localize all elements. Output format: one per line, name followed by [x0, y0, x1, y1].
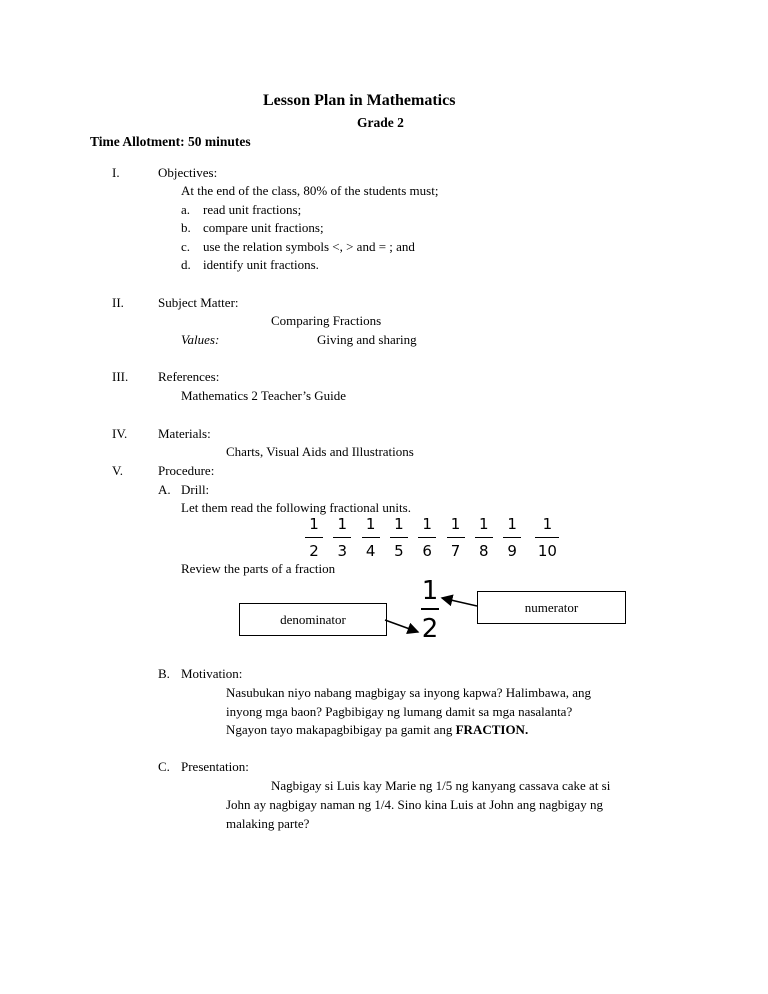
fraction-denominator: 2: [309, 542, 319, 560]
objective-letter: a.: [181, 202, 191, 217]
references-label: References:: [158, 369, 220, 384]
objective-item: read unit fractions;: [203, 202, 302, 217]
fraction-denominator: 10: [537, 542, 557, 560]
time-allotment: Time Allotment: 50 minutes: [90, 134, 251, 149]
denominator-arrow: [385, 620, 418, 632]
objective-letter: d.: [181, 257, 191, 272]
motivation-line: inyong mga baon? Pagbibigay ng lumang damit sa mga nasalanta?: [226, 704, 573, 719]
denominator-label: denominator: [280, 611, 346, 627]
materials-text: Charts, Visual Aids and Illustrations: [226, 444, 414, 459]
drill-instruction: Let them read the following fractional units.: [181, 500, 411, 515]
fraction-numerator: 1: [542, 515, 553, 533]
numerator-arrow: [442, 598, 477, 606]
section-numeral-subject-matter: II.: [112, 295, 124, 310]
procedure-label: Procedure:: [158, 463, 215, 478]
objective-item: compare unit fractions;: [203, 220, 324, 235]
fraction-numerator: 1: [309, 515, 319, 533]
drill-letter: A.: [158, 482, 171, 497]
objective-letter: c.: [181, 239, 191, 254]
fraction-denominator: 7: [450, 542, 461, 560]
fraction-denominator: 4: [365, 542, 376, 560]
objective-item: use the relation symbols <, > and = ; and: [203, 239, 415, 254]
fraction-numerator: 1: [507, 515, 517, 533]
motivation-line: Nasubukan niyo nabang magbigay sa inyong kapwa? Halimbawa, ang: [226, 685, 591, 700]
section-numeral-objectives: I.: [112, 165, 120, 180]
fraction-keyword: FRACTION.: [455, 722, 529, 737]
references-text: Mathematics 2 Teacher’s Guide: [181, 388, 347, 403]
presentation-line: John ay nagbigay naman ng 1/4. Sino kina Luis at John ang nagbigay ng: [226, 797, 603, 812]
diagram-numerator: 1: [421, 576, 439, 606]
fraction-denominator: 9: [507, 542, 517, 560]
document-title: Lesson Plan in Mathematics: [263, 92, 456, 109]
fraction-numerator: 1: [479, 515, 489, 533]
motivation-letter: B.: [158, 666, 170, 681]
section-numeral-references: III.: [112, 369, 129, 384]
subject-matter-topic: Comparing Fractions: [271, 313, 382, 328]
fraction-denominator: 6: [422, 542, 432, 560]
motivation-line: [226, 723, 528, 736]
presentation-letter: C.: [158, 759, 170, 774]
fraction-denominator: 5: [394, 542, 404, 560]
motivation-label: Motivation:: [181, 666, 243, 681]
presentation-line: Nagbigay si Luis kay Marie ng 1/5 ng kanyang cassava cake at si: [271, 778, 611, 793]
fraction-denominator: 3: [337, 542, 348, 560]
fraction-numerator: 1: [450, 515, 461, 533]
fraction-numerator: 1: [422, 515, 432, 533]
numerator-label: numerator: [524, 599, 579, 615]
presentation-label: Presentation:: [181, 759, 249, 774]
fraction-denominator: 8: [479, 542, 489, 560]
fraction-numerator: 1: [365, 515, 376, 533]
fraction-numerator: 1: [394, 515, 404, 533]
objectives-label: Objectives:: [158, 165, 218, 180]
objective-letter: b.: [181, 220, 191, 235]
section-numeral-procedure: V.: [112, 463, 123, 478]
objective-item: identify unit fractions.: [203, 257, 319, 272]
fraction-numerator: 1: [337, 515, 348, 533]
drill-label: Drill:: [181, 482, 210, 497]
grade-label: Grade 2: [357, 115, 404, 130]
objectives-intro: At the end of the class, 80% of the students must;: [181, 183, 439, 198]
motivation-line-text: Ngayon tayo makapagbibigay pa gamit ang: [226, 722, 453, 737]
subject-matter-label: Subject Matter:: [158, 295, 239, 310]
review-instruction: Review the parts of a fraction: [181, 561, 336, 576]
values-text: Giving and sharing: [317, 332, 417, 347]
section-numeral-materials: IV.: [112, 426, 128, 441]
diagram-denominator: 2: [421, 614, 439, 644]
values-label: Values:: [181, 332, 220, 347]
presentation-line: malaking parte?: [226, 816, 310, 831]
materials-label: Materials:: [158, 426, 211, 441]
